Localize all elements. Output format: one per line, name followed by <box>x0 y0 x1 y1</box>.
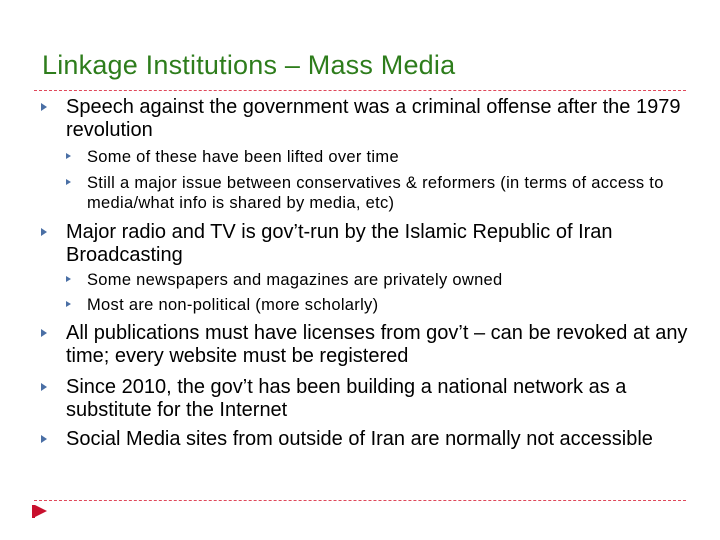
sub-bullet-text: Some newspapers and magazines are privately owned <box>87 271 503 289</box>
bullet-text: All publications must have licenses from gov’t – can be revoked at any time; every website must be registered <box>66 322 688 367</box>
sub-bullet-item <box>87 147 687 167</box>
sub-bullet-text: Some of these have been lifted over time <box>87 148 399 166</box>
bullet-text: Social Media sites from outside of Iran are normally not accessible <box>66 428 653 450</box>
bullet-text: Speech against the government was a criminal offense after the 1979 revolution <box>66 96 681 141</box>
bullet-text: Major radio and TV is gov’t-run by the Islamic Republic of Iran Broadcasting <box>66 221 613 266</box>
sub-bullet-marker-icon <box>66 179 71 185</box>
sub-bullet-marker-icon <box>66 301 71 307</box>
bullet-item <box>66 221 696 266</box>
sub-bullet-item <box>87 270 687 290</box>
sub-bullet-text: Still a major issue between conservatives & reformers (in terms of access to media/what info is shared by media, etc) <box>87 174 664 212</box>
bullet-marker-icon <box>41 435 47 443</box>
bullet-item <box>66 322 696 367</box>
arrow-right-icon[interactable] <box>35 505 47 517</box>
bullet-marker-icon <box>41 228 47 236</box>
bullet-text: Since 2010, the gov’t has been building a national network as a substitute for the Internet <box>66 376 627 421</box>
sub-bullet-item <box>87 295 687 315</box>
bullet-marker-icon <box>41 383 47 391</box>
bullet-item <box>66 96 696 141</box>
bullet-marker-icon <box>41 329 47 337</box>
slide-title: Linkage Institutions – Mass Media <box>42 50 456 80</box>
sub-bullet-item <box>87 173 687 213</box>
sub-bullet-marker-icon <box>66 276 71 282</box>
bullet-marker-icon <box>41 103 47 111</box>
sub-bullet-text: Most are non-political (more scholarly) <box>87 296 379 314</box>
sub-bullet-marker-icon <box>66 153 71 159</box>
footer-divider <box>34 500 686 501</box>
bullet-item <box>66 428 696 451</box>
bullet-item <box>66 376 696 421</box>
